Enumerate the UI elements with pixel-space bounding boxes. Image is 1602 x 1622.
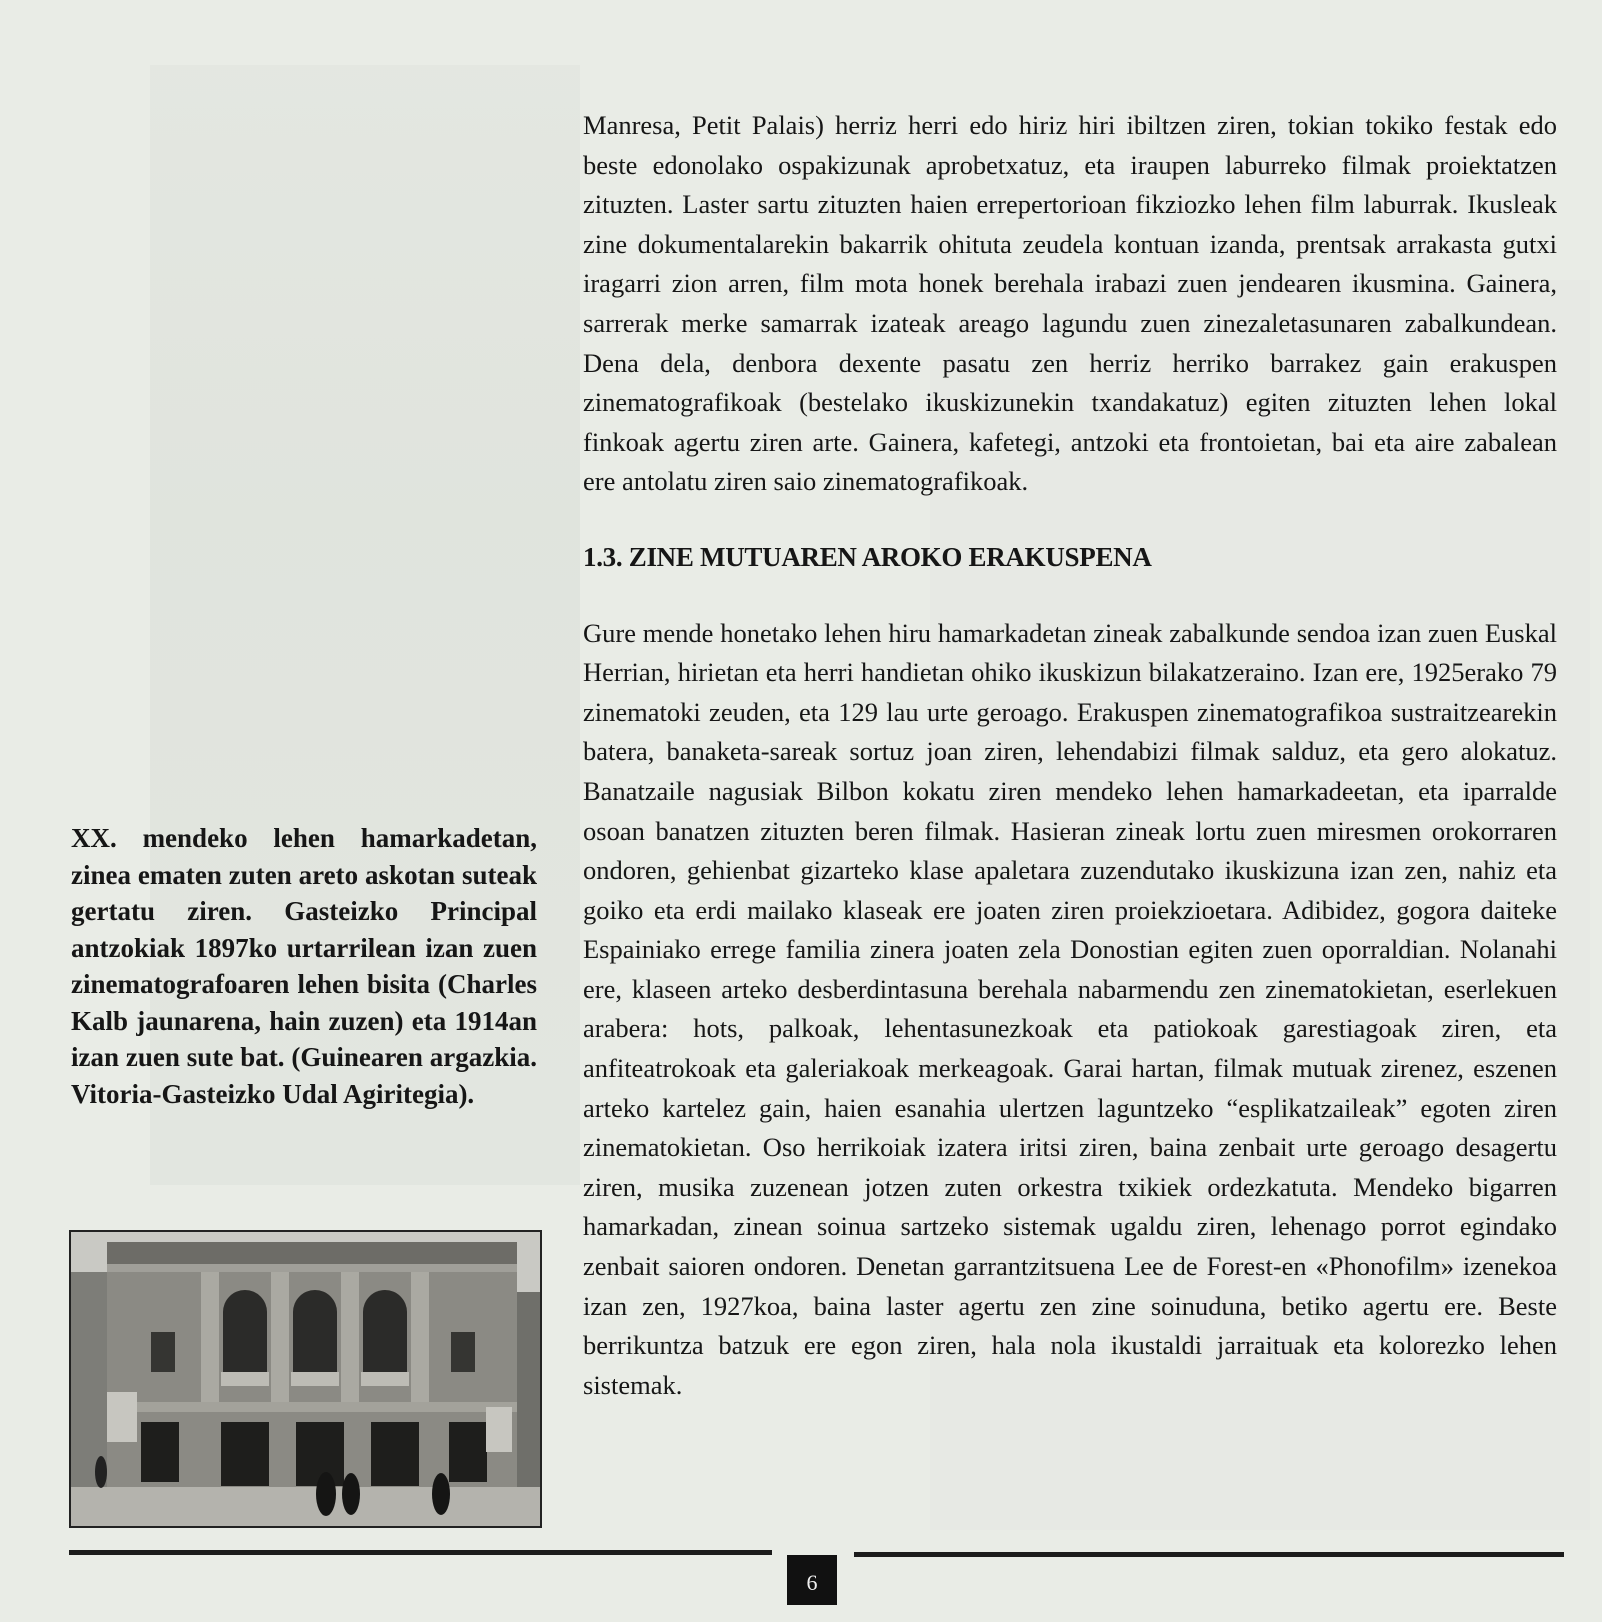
- page-number: 6: [787, 1555, 837, 1605]
- footer-rule-left: [69, 1550, 772, 1555]
- section-heading: 1.3. ZINE MUTUAREN AROKO ERAKUSPENA: [583, 541, 1152, 572]
- footer-rule-right: [854, 1552, 1564, 1557]
- theatre-photo: [69, 1230, 542, 1528]
- body-paragraph-2: Gure mende honetako lehen hiru hamarkadetan zineak zabalkunde sendoa izan zuen Euskal Herrian, hirietan eta herri handietan ohiko ikuskizun bilakatzeraino. Izan ere, 1925erako 79 zinematoki zeuden, eta 129 lau urte geroago. Erakuspen zinematografikoa sustraitzearekin batera, banaketa-sareak sortuz joan ziren, lehendabizi filmak salduz, eta gero alokatuz. Banatzaile nagusiak Bilbon kokatu ziren mendeko lehen hamarkadeetan, eta iparralde osoan banatzen zituzten beren filmak. Hasieran zineak lortu zuen miresmen orokorraren ondoren, gehienbat gizarteko klase apaletara zuzendutako ikuskizuna izan zen, nahiz eta goiko eta erdi mailako klaseak ere joaten ziren proiekzioetara. Adibidez, gogora daiteke Espainiako errege familia zinera joaten zela Donostian egiten zuen oporraldian. Nolanahi ere, klaseen arteko desberdintasuna berehala nabarmendu zen zinematokietan, eserlekuen arabera: hots, palkoak, lehentasunezkoak eta patiokoak garestiagoak ziren, eta anfiteatrokoak eta galeriakoak merkeagoak. Garai hartan, filmak mutuak zirenez, eszenen arteko kartelez gain, haien esanahia ulertzen laguntzeko “esplikatzaileak” egoten ziren zinematokietan. Oso herrikoiak izatera iritsi ziren, baina zenbait urte geroago desagertu ziren, musika zuzenean jotzen zuten orkestra txikiek ordezkatuta. Mendeko bigarren hamarkadan, zinean soinua sartzeko sistemak ugaldu ziren, lehenago porrot egindako zenbait saioren ondoren. Denetan garrantzitsuena Lee de Forest-en «Phonofilm» izenekoa izan zen, 1927koa, baina laster agertu zen zine soinuduna, betiko agertu ere. Beste berrikuntza batzuk ere egon ziren, hala nola ikustaldi jarraituak eta kolorezko lehen sistemak.: [583, 617, 1557, 1400]
- principal-theatre-image: [71, 1232, 540, 1526]
- main-text-column: [583, 106, 1557, 1405]
- body-paragraph-1: Manresa, Petit Palais) herriz herri edo hiriz hiri ibiltzen ziren, tokian tokiko festak edo beste edonolako ospakizunak aprobetxatuz, eta iraupen laburreko filmak proiektatzen zituzten. Laster sartu zituzten haien errepertorioan fikziozko lehen film laburrak. Ikusleak zine dokumentalarekin bakarrik ohituta zeudela kontuan izanda, prentsak arrakasta gutxi iragarri zion arren, film mota honek berehala irabazi zuen jendearen ikusmina. Gainera, sarrerak merke samarrak izateak areago lagundu zuen zinezaletasunaren zabalkundean. Dena dela, denbora dexente pasatu zen herriz herriko barrakez gain erakuspen zinematografikoak (bestelako ikuskizunekin txandakatuz) egiten zituzten lehen lokal finkoak agertu ziren arte. Gainera, kafetegi, antzoki eta frontoietan, bai eta aire zabalean ere antolatu ziren saio zinematografikoak.: [583, 110, 1557, 497]
- photo-caption: XX. mendeko lehen hamarkadetan, zinea ematen zuten areto askotan suteak gertatu ziren. Gasteizko Principal antzokiak 1897ko urtarrilean izan zuen zinematografoaren lehen bisita (Charles Kalb jaunarena, hain zuzen) eta 1914an izan zuen sute bat. (Guinearen argazkia. Vitoria-Gasteizko Udal Agiritegia).: [71, 823, 537, 1109]
